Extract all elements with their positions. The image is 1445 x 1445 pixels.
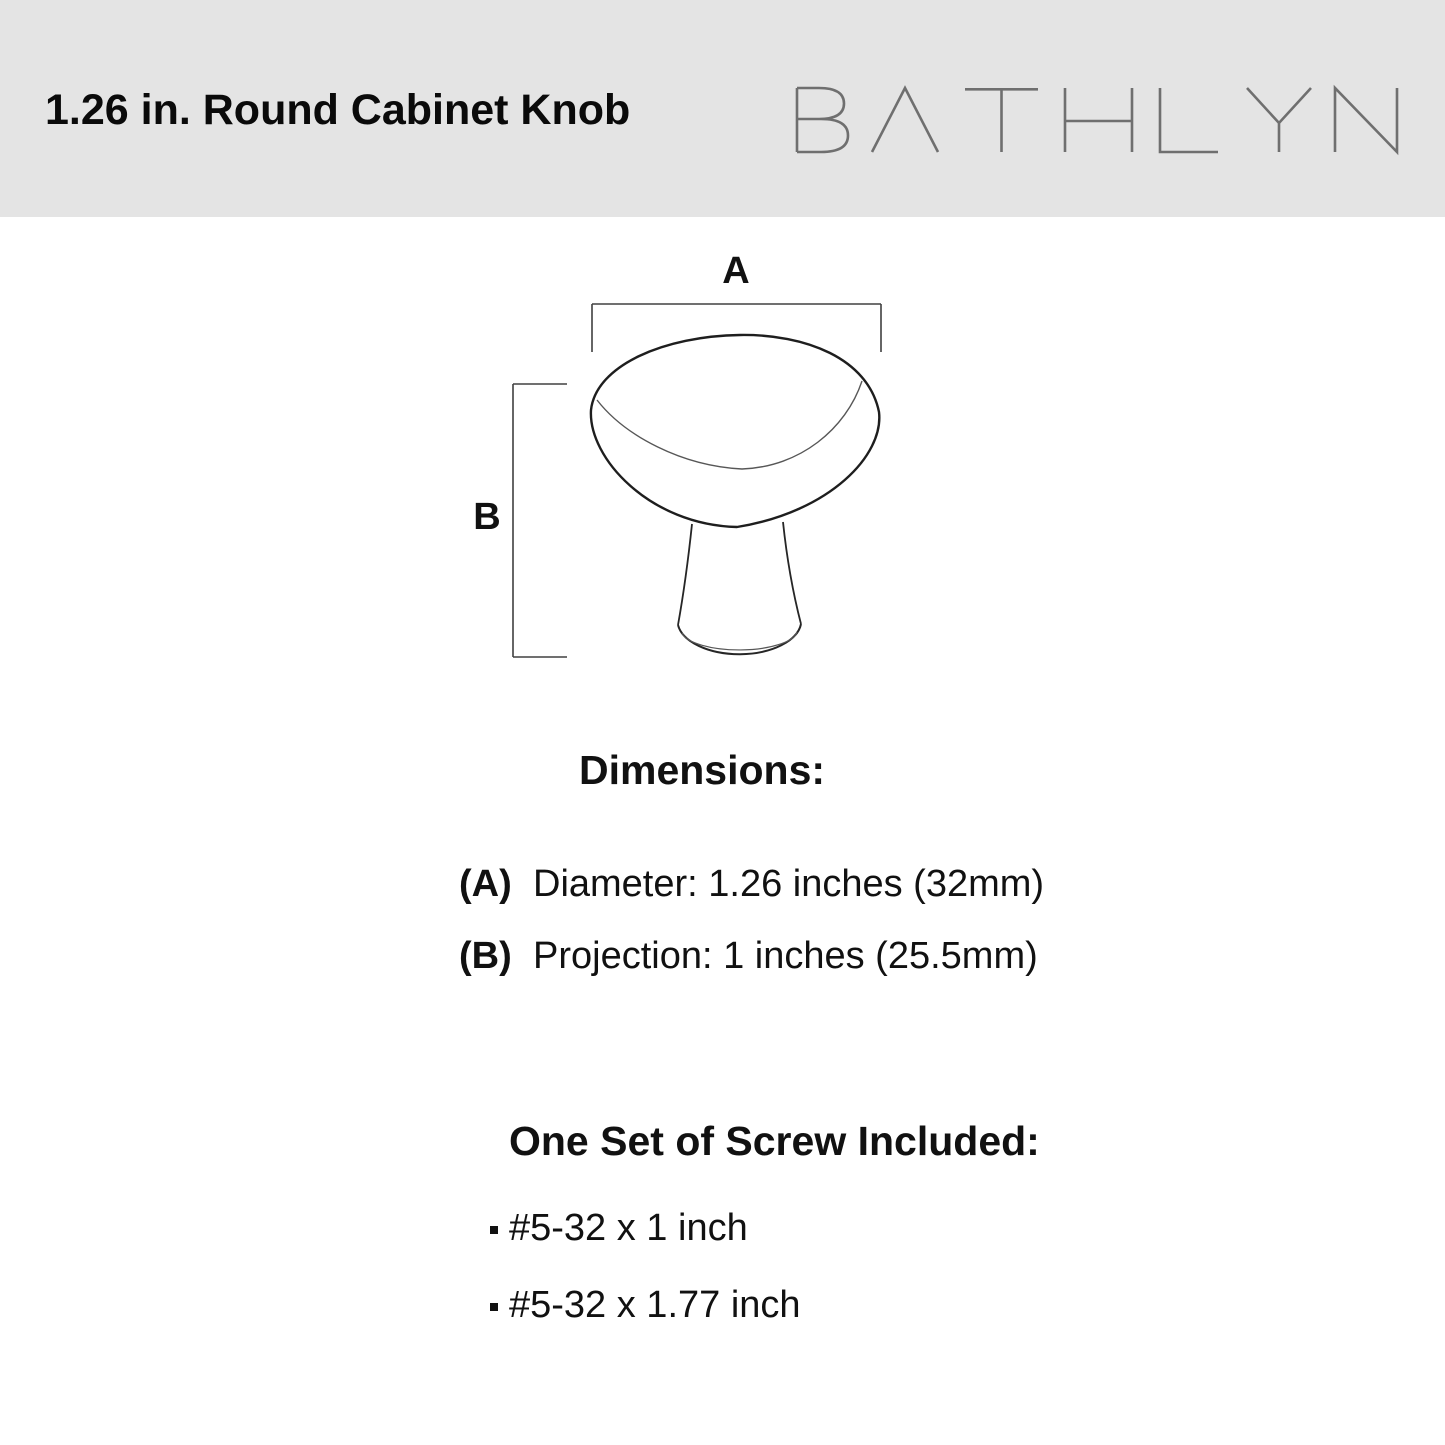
bullet-icon [490,1226,498,1234]
dimension-b-bracket [513,384,567,657]
screw-item [490,1209,748,1247]
bathlyn-logo [795,88,1399,152]
dimension-a-key: (A) [459,863,512,905]
knob-base-inner-edge [682,632,797,650]
logo-letter-t [965,89,1038,152]
screw-item-text: #5-32 x 1.77 inch [509,1284,801,1326]
header-band [0,0,1445,217]
dimension-b-key: (B) [459,935,512,977]
logo-letter-y [1247,88,1311,152]
dimension-a-value: Diameter: 1.26 inches (32mm) [533,863,1045,905]
logo-letter-b [797,88,848,152]
dimension-a-label: A [722,250,750,292]
knob-stem-left-edge [678,524,692,625]
dimension-b-label: B [473,496,501,538]
bullet-icon [490,1303,498,1311]
knob-head-outline [591,335,879,527]
dimension-row-b [459,937,1038,975]
dimension-b-value: Projection: 1 inches (25.5mm) [533,935,1038,977]
screws-heading: One Set of Screw Included: [509,1118,1040,1164]
screw-item [490,1286,801,1324]
knob-stem-right-edge [783,522,801,624]
dimension-row-a [459,865,1044,903]
logo-letter-l [1160,88,1218,152]
logo-letter-h [1065,88,1132,152]
logo-letter-n [1335,88,1397,152]
screw-item-text: #5-32 x 1 inch [509,1207,748,1249]
page-title: 1.26 in. Round Cabinet Knob [45,86,631,134]
knob-diagram [440,230,920,690]
dimensions-heading: Dimensions: [579,747,826,793]
logo-letter-a [872,88,938,152]
